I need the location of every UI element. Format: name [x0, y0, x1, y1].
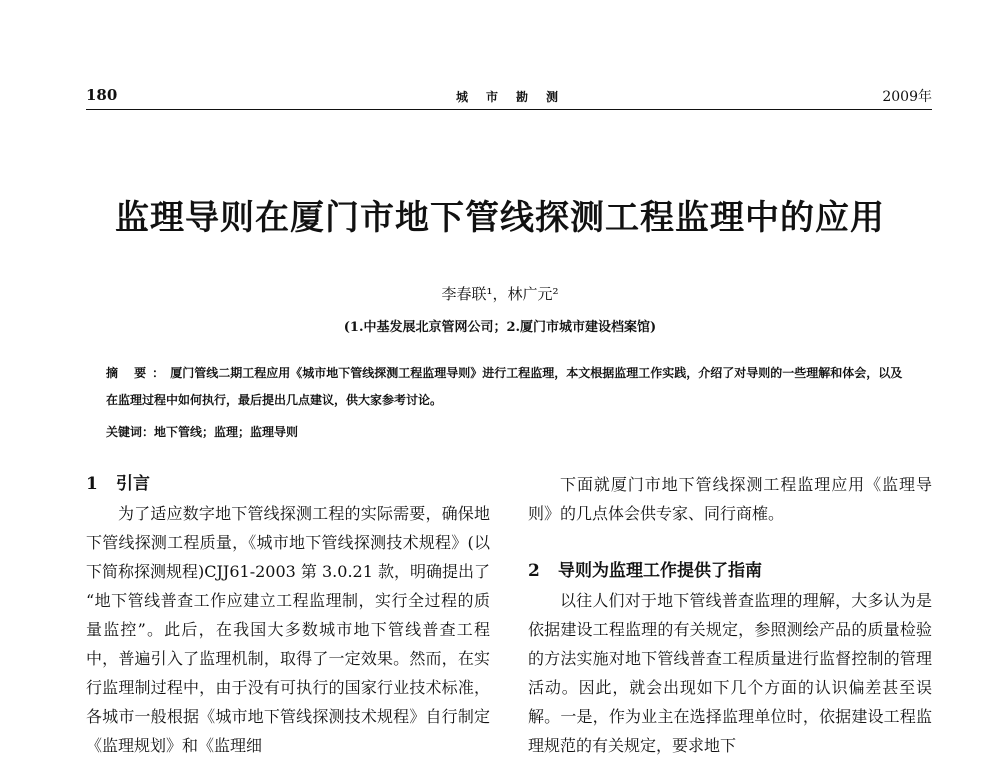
keywords-label: 关键词：	[106, 425, 155, 439]
section-2-title: 导则为监理工作提供了指南	[558, 561, 762, 581]
section-1-heading	[86, 470, 490, 499]
keywords-text: 地下管线；监理；监理导则	[154, 425, 299, 439]
abstract-label: 摘 要：	[106, 366, 171, 380]
journal-year: 2009年	[882, 89, 932, 105]
abstract	[106, 360, 906, 414]
spacer	[528, 528, 932, 557]
affiliations: (1.中基发展北京管网公司；2.厦门市城市建设档案馆)	[343, 320, 657, 335]
right-column	[528, 470, 932, 760]
journal-name: 城市勘测	[456, 90, 577, 104]
section-2-paragraph: 以往人们对于地下管线普查监理的理解，大多认为是依据建设工程监理的有关规定，参照测绘产品的质量检验的方法实施对地下管线普查工程质量进行监督控制的管理活动。因此，就会出现如下几个方面的认识偏差甚至误解。一是，作为业主在选择监理单位时，依据建设工程监理规范的有关规定，要求地下	[528, 591, 932, 755]
section-2-number: 2	[528, 561, 540, 581]
section-1-paragraph: 为了适应数字地下管线探测工程的实际需要，确保地下管线探测工程质量，《城市地下管线探测技术规程》(以下简称探测规程)CJJ61-2003 第 3.0.21 款，明确提出了 “地下管线普查工作应建立工程监理制，实行全过程的质量监控”。此后，在我国大多数城市地下管线普查工程中，普遍引入了监理机制，取得了一定效果。然而，在实行监理制过程中，由于没有可执行的国家行业技术标准，各城市一般根据《城市地下管线探测技术规程》自行制定《监理规划》和《监理细	[86, 504, 490, 755]
paper-title: 监理导则在厦门市地下管线探测工程监理中的应用	[115, 198, 885, 238]
section-1-number: 1	[86, 474, 98, 494]
page-number: 180	[86, 86, 118, 104]
section-1-continued-paragraph: 下面就厦门市地下管线探测工程监理应用《监理导则》的几点体会供专家、同行商榷。	[528, 475, 932, 523]
header-rule	[86, 109, 932, 110]
page-header	[86, 86, 932, 108]
keywords	[106, 423, 906, 440]
authors: 李春联¹，林广元²	[441, 285, 559, 303]
section-2-heading	[528, 557, 932, 586]
abstract-text: 厦门管线二期工程应用《城市地下管线探测工程监理导则》进行工程监理，本文根据监理工作实践，介绍了对导则的一些理解和体会，以及在监理过程中如何执行，最后提出几点建议，供大家参考讨论。	[106, 366, 903, 407]
section-1-title: 引言	[116, 474, 150, 494]
left-column	[86, 470, 490, 760]
